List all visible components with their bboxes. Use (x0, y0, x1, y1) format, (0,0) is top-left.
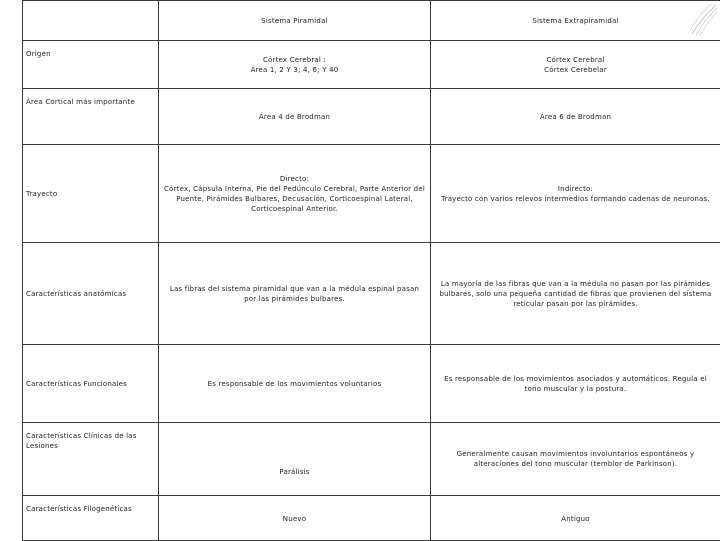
table-row (23, 243, 720, 345)
table-header-row (23, 1, 720, 41)
cell-piramidal: Área 4 de Brodman (159, 89, 431, 145)
header-empty-cell (23, 1, 159, 41)
table-row (23, 41, 720, 89)
header-sistema-extrapiramidal: Sistema Extrapiramidal (431, 1, 720, 41)
cell-piramidal: Es responsable de los movimientos voluntarios (159, 345, 431, 423)
cell-extrapiramidal: Es responsable de los movimientos asociados y automáticos. Regula el tono muscular y la postura. (431, 345, 720, 423)
row-label-area-cortical: Área Cortical más importante (23, 89, 159, 145)
cell-extrapiramidal: Generalmente causan movimientos involuntarios espontáneos y alteraciones del tono muscular (temblor de Parkinson). (431, 423, 720, 496)
table-row (23, 423, 720, 496)
row-label-caracteristicas-filogeneticas: Características Filogenéticas (23, 496, 159, 541)
row-label-caracteristicas-anatomicas: Características anatómicas (23, 243, 159, 345)
cell-piramidal: Las fibras del sistema piramidal que van a la médula espinal pasan por las pirámides bulbares. (159, 243, 431, 345)
table-row (23, 496, 720, 541)
cell-piramidal: Parálisis (159, 423, 431, 496)
cell-piramidal: Nuevo (159, 496, 431, 541)
cell-extrapiramidal: Córtex Cerebral Córtex Cerebelar (431, 41, 720, 89)
table-row (23, 89, 720, 145)
cell-piramidal: Directo: Córtex, Cápsula Interna, Pie del Pedúnculo Cerebral, Parte Anterior del Puente, Pirámides Bulbares, Decusación, Corticoespinal Lateral, Corticoespinal Anterior. (159, 145, 431, 243)
row-label-caracteristicas-funcionales: Características Funcionales (23, 345, 159, 423)
table-row (23, 145, 720, 243)
cell-extrapiramidal: Antiguo (431, 496, 720, 541)
table-row (23, 345, 720, 423)
row-label-trayecto: Trayecto (23, 145, 159, 243)
comparison-table (22, 0, 720, 541)
row-label-caracteristicas-clinicas: Características Clínicas de las Lesiones (23, 423, 159, 496)
cell-extrapiramidal: Indirecto: Trayecto con varios relevos intermedios formando cadenas de neuronas. (431, 145, 720, 243)
cell-piramidal: Córtex Cerebral : Área 1, 2 Y 3; 4, 6; Y 40 (159, 41, 431, 89)
header-sistema-piramidal: Sistema Piramidal (159, 1, 431, 41)
cell-extrapiramidal: Área 6 de Brodman (431, 89, 720, 145)
cell-extrapiramidal: La mayoría de las fibras que van a la médula no pasan por las pirámides bulbares, solo una pequeña cantidad de fibras que provienen del sistema reticular pasan por las pirámides. (431, 243, 720, 345)
row-label-origen: Origen (23, 41, 159, 89)
